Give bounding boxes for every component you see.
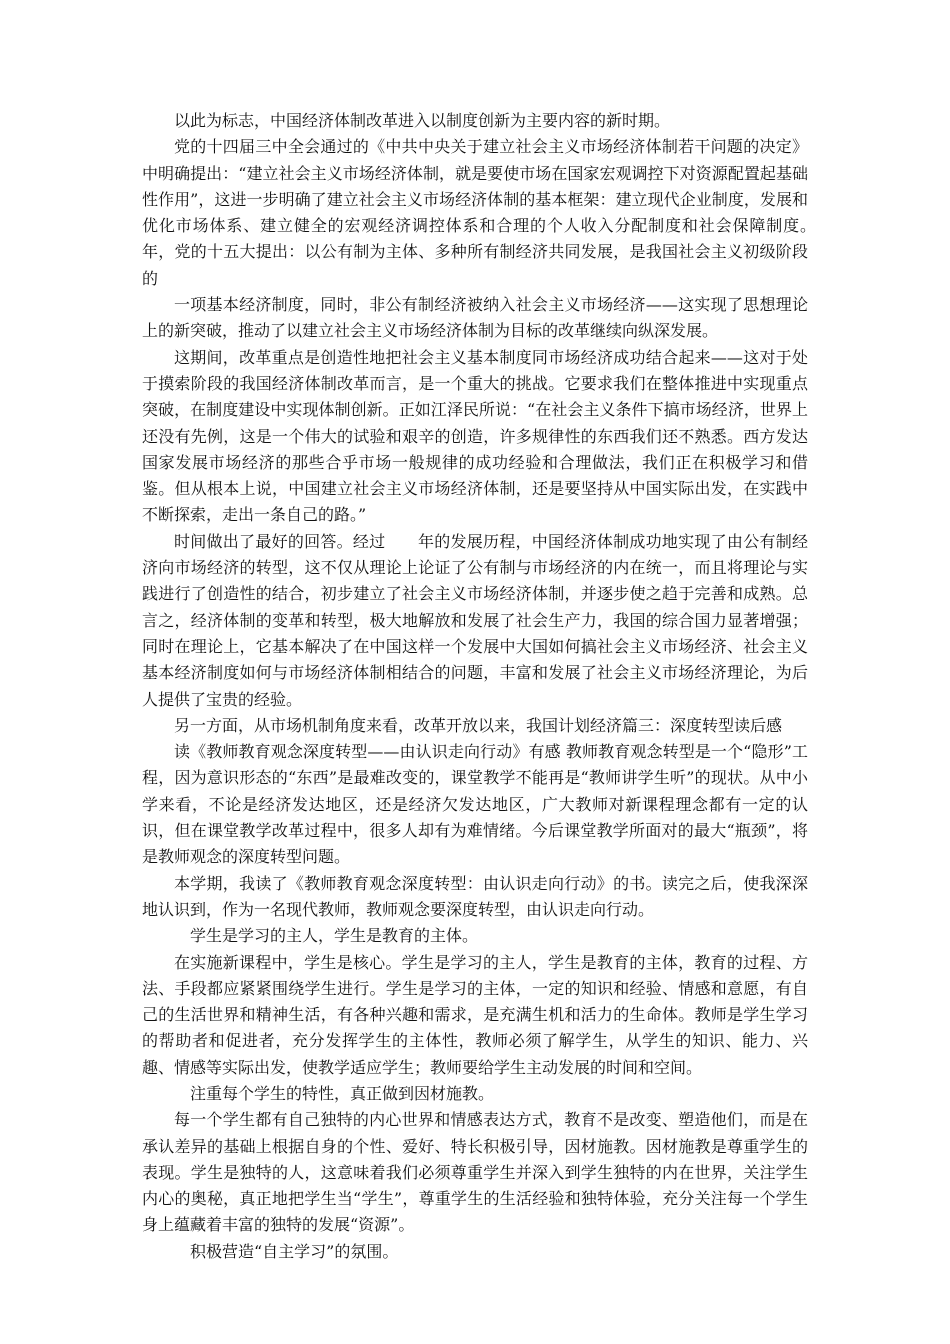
paragraph-3: 一项基本经济制度，同时，非公有制经济被纳入社会主义市场经济——这实现了思想理论上的新突破，推动了以建立社会主义市场经济体制为目标的改革继续向纵深发展。 — [142, 295, 808, 341]
paragraph-5: 时间做出了最好的回答。经过 年的发展历程，中国经济体制成功地实现了由公有制经济向市场经济的转型，这不仅从理论上论证了公有制与市场经济的内在统一，而且将理论与实践进行了创造性的结合，初步建立了社会主义市场经济体制，并逐步使之趋于完善和成熟。总言之，经济体制的变革和转型，极大地解放和发展了社会生产力，我国的综合国力显著增强；同时在理论上，它基本解决了在中国这样一个发展中大国如何搞社会主义市场经济、社会主义基本经济制度如何与市场经济体制相结合的问题，丰富和发展了社会主义市场经济理论，为后人提供了宝贵的经验。 — [142, 531, 808, 709]
paragraph-1: 以此为标志，中国经济体制改革进入以制度创新为主要内容的新时期。 — [174, 111, 671, 130]
paragraph-7: 读《教师教育观念深度转型——由认识走向行动》有感 教师教育观念转型是一个“隐形”工程，因为意识形态的“东西”是最难改变的，课堂教学不能再是“教师讲学生听”的现状。从中小学来看，不论是经济发达地区，还是经济欠发达地区，广大教师对新课程理念都有一定的认识，但在课堂教学改革过程中，很多人却有为难情绪。今后课堂教学所面对的最大“瓶颈”，将是教师观念的深度转型问题。 — [142, 742, 808, 867]
paragraph-4: 这期间，改革重点是创造性地把社会主义基本制度同市场经济成功结合起来——这对于处于摸索阶段的我国经济体制改革而言，是一个重大的挑战。它要求我们在整体推进中实现重点突破，在制度建设中实现体制创新。正如江泽民所说：“在社会主义条件下搞市场经济，世界上还没有先例，这是一个伟大的试验和艰辛的创造，许多规律性的东西我们还不熟悉。西方发达国家发展市场经济的那些合乎市场一般规律的成功经验和合理做法，我们正在积极学习和借鉴。但从根本上说，中国建立社会主义市场经济体制，还是要坚持从中国实际出发，在实践中不断探索，走出一条自己的路。” — [142, 347, 808, 525]
section-heading-student-subject: 学生是学习的主人，学生是教育的主体。 — [190, 926, 479, 946]
paragraph-10: 在实施新课程中，学生是核心。学生是学习的主人，学生是教育的主体，教育的过程、方法、手段都应紧紧围绕学生进行。学生是学习的主体，一定的知识和经验、情感和意愿，有自己的生活世界和精神生活，有各种兴趣和需求，是充满生机和活力的生命体。教师是学生学习的帮助者和促进者，充分发挥学生的主体性，教师必须了解学生，从学生的知识、能力、兴趣、情感等实际出发，使教学适应学生；教师要给学生主动发展的时间和空间。 — [142, 952, 808, 1077]
section-heading-individual-teaching: 注重每个学生的特性，真正做到因材施教。 — [190, 1083, 495, 1103]
paragraph-12: 每一个学生都有自己独特的内心世界和情感表达方式，教育不是改变、塑造他们，而是在承认差异的基础上根据自身的个性、爱好、特长积极引导，因材施教。因材施教是尊重学生的表现。学生是独特的人，这意味着我们必须尊重学生并深入到学生独特的内在世界，关注学生内心的奥秘，真正地把学生当“学生”，尊重学生的生活经验和独特体验，充分关注每一个学生身上蕴藏着丰富的独特的发展“资源”。 — [142, 1110, 808, 1235]
paragraph-8: 本学期，我读了《教师教育观念深度转型：由认识走向行动》的书。读完之后，使我深深地认识到，作为一名现代教师，教师观念要深度转型，由认识走向行动。 — [142, 873, 808, 919]
section-heading-autonomous-learning: 积极营造“自主学习”的氛围。 — [190, 1241, 399, 1261]
document-page — [142, 108, 841, 1265]
paragraph-6: 另一方面，从市场机制角度来看，改革开放以来，我国计划经济篇三：深度转型读后感 — [174, 715, 783, 735]
paragraph-2: 党的十四届三中全会通过的《中共中央关于建立社会主义市场经济体制若干问题的决定》中明确提出：“建立社会主义市场经济体制，就是要使市场在国家宏观调控下对资源配置起基础性作用”，这进一步明确了建立社会主义市场经济体制的基本框架：建立现代企业制度，发展和优化市场体系、建立健全的宏观经济调控体系和合理的个人收入分配制度和社会保障制度。 年，党的十五大提出：以公有制为主体、多种所有制经济共同发展，是我国社会主义初级阶段的 — [142, 137, 841, 288]
